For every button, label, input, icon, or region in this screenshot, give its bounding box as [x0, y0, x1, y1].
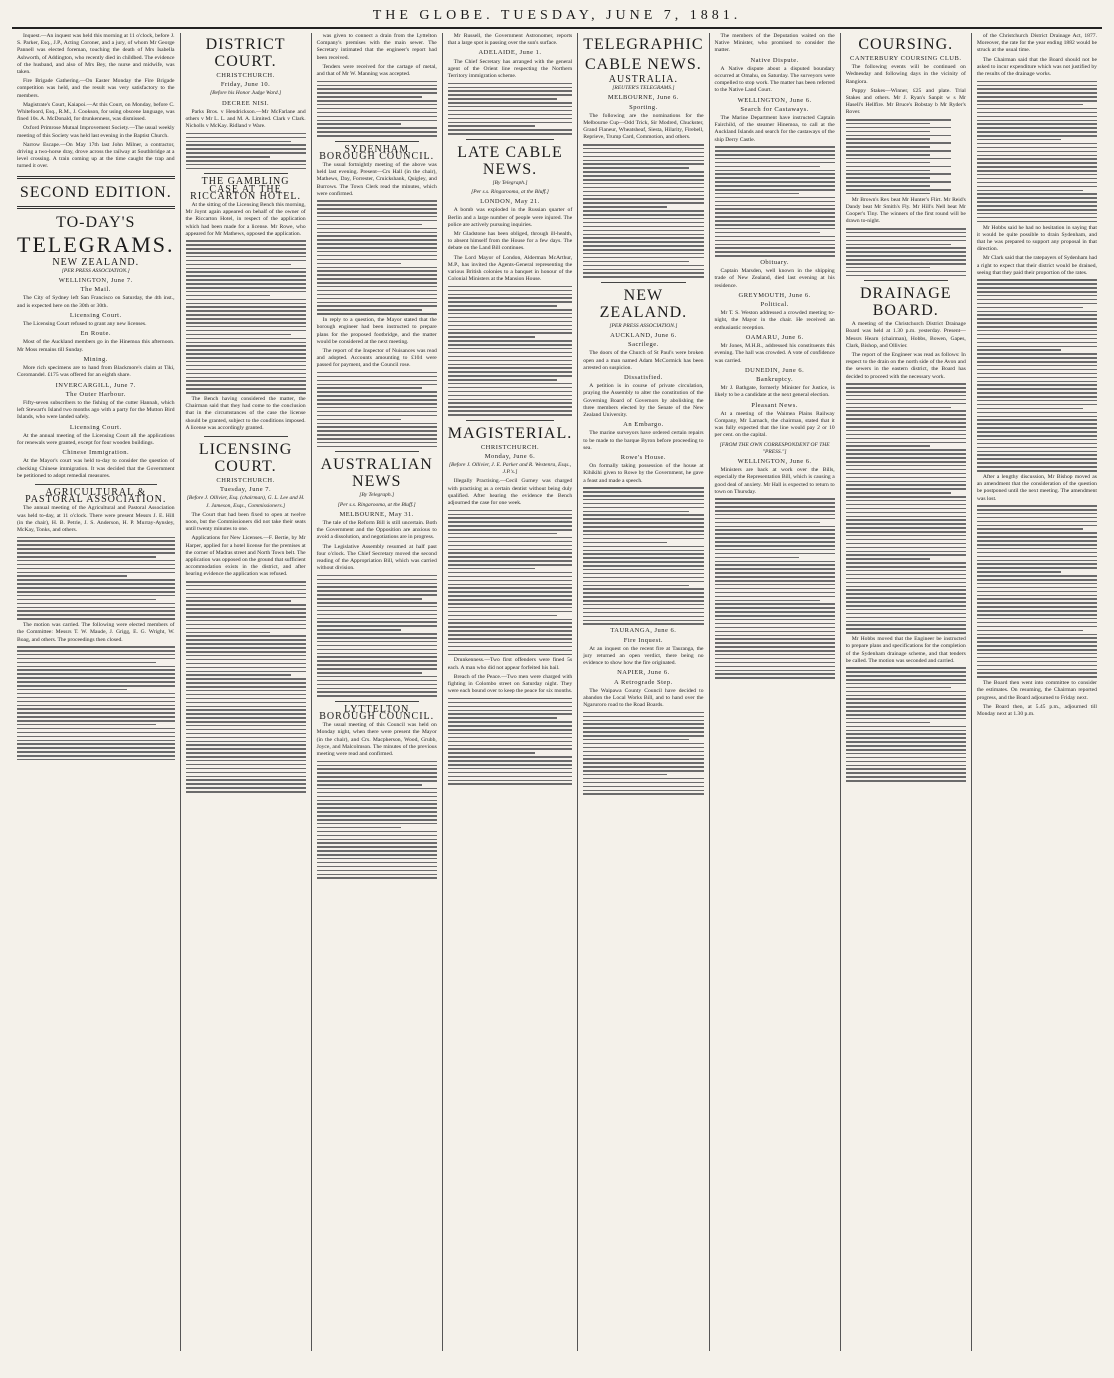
byline: [Before J. Ollivier, Esq. (chairman), G. L. Lee and H. J. Jameson, Esqs., Commissioners.] [186, 495, 305, 509]
article-text: The Lord Mayor of London, Alderman McArthur, M.P., has invited the Agents-General representing the various British colonies to a banquet in honour of the Colonial Ministers at the Mansion House. [447, 254, 573, 283]
article-text: Mr Clark said that the ratepayers of Sydenham had a right to expect that their district would be drained, seeing that they paid their proportion of the rates. [976, 255, 1097, 276]
text-lines [846, 228, 966, 276]
section-heading: AGRICULTURAL & PASTORAL ASSOCIATION. [25, 486, 167, 506]
column-7 [841, 33, 972, 1351]
dateline: Tuesday, June 7. [220, 486, 272, 494]
text-lines [317, 575, 437, 697]
subheading: CHRISTCHURCH. [216, 72, 275, 79]
subheading: Obituary. [760, 259, 790, 267]
article-text: The annual meeting of the Agricultural and Pastoral Association was held to-day, at 11 o'clock. There were present Messrs J. E. Hill (in the chair), H. B. Petrie, J. S. Anderson, H. P. Murray-Aynsley, McKay, Tonks, and others. [17, 505, 175, 533]
column-4 [443, 33, 578, 1351]
article-text: Breach of the Peace.—Two men were charged with fighting in Colombo street on Saturday night. They were each bound over to keep the peace for six months. [447, 673, 573, 695]
text-lines [715, 146, 835, 256]
divider [466, 420, 554, 421]
article-text: Mr J. Bathgate, formerly Minister for Justice, is likely to be a candidate at the next general election. [714, 385, 835, 399]
article-text: More rich specimens are to hand from Blackmore's claim at Tiki, Coromandel. £175 was offered for an eighth share. [17, 365, 175, 379]
subheading: A Retrograde Step. [614, 678, 673, 686]
dateline: WELLINGTON, June 6. [737, 96, 812, 104]
text-lines [977, 81, 1097, 223]
article-text: At the sitting of the Licensing Bench this morning, Mr Joynt again appeared on behalf of the owner of the Riccarton Hotel, in respect of the application which had been made for a license. Mr Rowe, who appeared for Mr Mathews, opposed the application. [185, 201, 306, 237]
divider [17, 206, 175, 209]
dateline: WELLINGTON, June 6. [737, 457, 812, 465]
text-lines [317, 761, 437, 879]
telegraphic-heading: TELEGRAPHIC [583, 36, 704, 53]
dateline: ADELAIDE, June 1. [478, 49, 542, 57]
article-text: The motion was carried. The following were elected members of the Committee: Messrs T. W. Maude, J. Grigg, E. G. Wright, W. Boag, and others. The proceedings then closed. [17, 622, 175, 643]
article-text: At the annual meeting of the Licensing Court all the applications for renewals were granted, except for four wooden buildings. [17, 432, 175, 446]
column-1 [12, 33, 181, 1351]
article-text: The report of the Engineer was read as follows: In respect to the drain on the north side of the Avon and the sewers in the eastern district, the Board has decided to proceed with the necessary work. [845, 352, 966, 380]
section-heading: DRAINAGE BOARD. [859, 285, 952, 320]
article-text: The report of the Inspector of Nuisances was read and adopted. Accounts amounting to £104 were passed for payment, and the Council rose. [316, 347, 437, 369]
article-text: The members of the Deputation waited on the Native Minister, who promised to consider the matter. [714, 33, 835, 54]
dateline: LONDON, May 21. [480, 198, 540, 206]
text-lines [846, 667, 966, 781]
dateline: OAMARU, June 6. [745, 333, 804, 341]
subheading: An Embargo. [623, 421, 664, 429]
article-text: Narrow Escape.—On May 17th last John Milner, a contractor, driving a two-horse dray, drove across the railway at Southbridge at a level crossing. A train coming up at the time caught the trap and turned it over. [17, 141, 175, 170]
dateline: TAURANGA, June 6. [610, 627, 677, 635]
article-text: Ministers are back at work over the Bills, especially the Representation Bill, which is causing a good deal of anxiety. Mr Hall is expected to return to town on Thursday. [714, 467, 835, 495]
article-text: The usual fortnightly meeting of the above was held last evening. Present—Crs Hall (in the chair), Mathews, Day, Forrester, Cruickshank, Quigley, and Burrows. The Town Clerk read the minutes, which were confirmed. [316, 161, 437, 197]
subheading: CHRISTCHURCH. [216, 476, 275, 484]
article-text: Magistrate's Court, Kaiapoi.—At this Court, on Monday, before C. Whitefoord, Esq., R.M., J. Cookson, for using obscene language, was fined 10s. A. McDonald, for drunkenness, was dismissed. [17, 101, 175, 123]
dateline: WELLINGTON, June 7. [58, 277, 133, 285]
column-5 [578, 33, 709, 1351]
article-text: The Waipawa County Council have decided to abandon the Local Works Bill, and to hand over the Ngaruroro road to the Road Boards. [583, 687, 704, 709]
divider [335, 701, 419, 702]
article-text: At an inquest on the recent fire at Tauranga, the jury returned an open verdict, there being no evidence to show how the fire originated. [583, 645, 704, 667]
dateline: Monday, June 6. [484, 452, 536, 460]
dateline: Friday, June 10. [220, 81, 271, 89]
byline: [Per s.s. Ringarooma, at the Bluff.] [471, 188, 549, 195]
article-text: Mr Gladstone has been obliged, through ill-health, to absent himself from the House for a few days. The debate on the Land Bill continues. [447, 230, 573, 252]
article-text: A bomb was exploded in the Russian quarter of Berlin and a large number of people were injured. The police are actively pursuing inquiries. [447, 207, 573, 228]
subheading: Dissatisfied. [623, 374, 663, 382]
article-text: Applications for New Licenses.—F. Bertie, by Mr Harper, applied for a hotel license for the premises at the corner of Madras street and North Town belt. The application was opposed on the ground that sufficient accommodation exists in the district, and after hearing evidence the application was refused. [185, 535, 306, 578]
section-heading: AUSTRALIAN NEWS [320, 456, 433, 491]
subheading: Bankruptcy. [756, 375, 794, 383]
article-text: Drunkenness.—Two first offenders were fined 5s each. A man who did not appear forfeited his bail. [447, 657, 573, 671]
text-lines [317, 372, 437, 447]
article-text: The Court that had been fixed to open at twelve noon, but the Commissioners did not take their seats until twenty minutes to one. [185, 511, 306, 533]
text-lines [448, 698, 572, 785]
dateline: AUCKLAND, June 6. [610, 332, 677, 339]
section-heading: LICENSING COURT. [198, 440, 293, 475]
subheading: Political. [760, 301, 789, 309]
article-text: Fifty-seven subscribers to the fishing of the cutter Hannah, which left Stewart's Island two months ago with a party for the Mutton Bird Islands, who were landed safely. [17, 399, 175, 421]
text-lines [448, 286, 572, 416]
article-text: The doors of the Church of St Paul's were broken open and a man named Adam McCormick has been arrested on suspicion. [583, 350, 704, 371]
article-text: Illegally Practising.—Cecil Gurney was charged with practising as a certain dentist without being duly qualified. After hearing the evidence the Bench adjourned the case for one week. [447, 478, 573, 507]
article-text: Mr Jones, M.H.R., addressed his constituents this evening. The hall was crowded. A vote of confidence was carried. [714, 343, 835, 364]
column-3 [312, 33, 443, 1351]
dateline: NAPIER, June 6. [617, 669, 670, 677]
subheading: Native Dispute. [750, 56, 799, 64]
article-text: A Native dispute about a disputed boundary occurred at Omahu, on Saturday. The surveyors were compelled to stop work. The matter has been referred to the Native Land Court. [714, 65, 835, 94]
article-text: The usual meeting of this Council was held on Monday night, when there were present the Mayor (in the chair), and Crs. Macpherson, Wood, Grubb, Joyce, and Malcolmson. The minutes of the previous meeting were read and confirmed. [316, 722, 437, 758]
text-lines [448, 83, 572, 135]
text-lines [317, 81, 437, 137]
second-edition-heading: SECOND EDITION. [19, 183, 172, 201]
article-text: The tale of the Reform Bill is still uncertain. Both the Government and the Opposition are anxious to avoid a dissolution, and negotiations are in progress. [316, 519, 437, 541]
subheading: Sporting. [629, 103, 658, 111]
text-lines [186, 581, 306, 793]
article-text: Puppy Stakes—Winner, £25 and plate. Trial Stakes and others. Mr J. Ryan's Sanpit w s Mr Hasell's Hellfire. Mr Bruce's Bobstay b Mr Ryder's Rover. [845, 87, 966, 116]
byline: [PER PRESS ASSOCIATION.] [609, 322, 678, 329]
divider [17, 176, 175, 179]
byline: [Per s.s. Ringarooma, at the Bluff.] [337, 501, 416, 508]
text-lines [583, 144, 703, 278]
dateline: MELBOURNE, June 6. [607, 94, 679, 102]
divider [204, 436, 288, 437]
subheading: Chinese Immigration. [62, 449, 130, 457]
article-text: Tenders were received for the cartage of metal, and that of Mr W. Manning was accepted. [316, 63, 437, 78]
subheading: DECREE NISI. [221, 99, 270, 107]
newspaper-page [12, 8, 1102, 1358]
subheading: Search for Castaways. [740, 105, 809, 113]
article-text: The Board then went into committee to consider the estimates. On resuming, the Chairman reported progress, and the Board adjourned to Friday next. [976, 680, 1097, 701]
section-heading: MAGISTERIAL. [447, 424, 573, 442]
subheading: CHRISTCHURCH. [480, 443, 540, 451]
article-text: The Board then, at 5.45 p.m., adjourned till Monday next at 1.30 p.m. [976, 703, 1097, 717]
divider [601, 282, 685, 283]
text-lines [583, 487, 703, 625]
dateline: DUNEDIN, June 6. [744, 366, 805, 374]
dateline: MELBOURNE, May 31. [339, 510, 414, 518]
article-text: Captain Marsden, well known in the shipping trade of New Zealand, died last evening at his residence. [714, 268, 835, 289]
article-text: Mr Hobbs moved that the Engineer be instructed to prepare plans and specifications for the completion of the Sydenham drainage scheme, and that tenders be called. The motion was seconded and carried. [845, 636, 966, 664]
divider [335, 141, 419, 142]
column-8 [972, 33, 1102, 1351]
subheading: En Route. [80, 330, 111, 338]
byline: [REUTER'S TELEGRAMS.] [612, 85, 675, 92]
todays-heading: TO-DAY'S [56, 213, 136, 231]
article-text: The following are the nominations for the Melbourne Cup—Odd Trick, Sir Modred, Chuckster, Grand Flaneur, Wheatsheaf, Siesta, Hilarity, Firebell, Reprieve, Trump Card, Commotion, and others. [583, 112, 704, 141]
byline: [PER PRESS ASSOCIATION.] [61, 267, 130, 274]
subheading: The Mail. [80, 286, 111, 294]
article-text: Parks Bros. v Hendrickson.—Mr McFarlane and others v Mr L. L. and M. A. Limited. Clark v Clark. Nicholls v McKay. Ridland v Ware. [185, 108, 306, 130]
article-text: Mr Brown's Rex beat Mr Hunter's Flirt. Mr Reid's Dandy beat Mr Smith's Fly. Mr Hill's Nell beat Mr Cooper's Tiny. The winners of the first round will be drawn to-night. [845, 196, 966, 225]
subheading: Licensing Court. [69, 311, 122, 319]
subheading: Pleasant News. [751, 401, 798, 409]
article-text: After a lengthy discussion, Mr Bishop moved as an amendment that the consideration of the question be postponed until the next meeting. The amendment was lost. [976, 473, 1097, 502]
article-text: A meeting of the Christchurch District Drainage Board was held at 1.30 p.m. yesterday. Present—Messrs Hearn (chairman), Hobbs, Bowen, Gapes, Clark, Bishop, and Ollivier. [845, 321, 966, 349]
masthead-title: THE GLOBE. TUESDAY, JUNE 7, 1881. [372, 8, 742, 23]
article-text: The Bench having considered the matter, the Chairman said that they had come to the conclusion that in the circumstances of the case the license should be granted, subject to the conditions imposed. A license was accordingly granted. [185, 395, 306, 431]
byline: [Before his Honor Judge Ward.] [210, 90, 282, 97]
article-text: The following events will be continued on Wednesday and following days in the vicinity of Rangiora. [845, 64, 966, 85]
text-lines [846, 383, 966, 634]
byline: [FROM THE OWN CORRESPONDENT OF THE "PRESS."] [719, 441, 830, 455]
dateline: GREYMOUTH, June 6. [738, 291, 811, 299]
cable-news-heading: CABLE NEWS. [584, 56, 702, 73]
article-text: of the Christchurch District Drainage Act, 1877. Moreover, the rate for the year ending 1882 would be struck at the usual time. [976, 33, 1097, 54]
text-lines [186, 133, 306, 170]
article-text: Mr Russell, the Government Astronomer, reports that a large spot is passing over the sun's surface. [447, 33, 573, 47]
section-heading: AUSTRALIA. [608, 74, 678, 85]
article-text: The marine surveyors have ordered certain repairs to be made to the barque Byron before proceeding to sea. [583, 430, 704, 451]
article-text: The Licensing Court refused to grant any new licenses. [23, 321, 147, 328]
subheading: CANTERBURY COURSING CLUB. [850, 55, 962, 62]
section-heading: LYTTELTON BOROUGH COUNCIL. [319, 703, 435, 723]
divider [864, 280, 948, 281]
article-text: Mr Hobbs said he had no hesitation in saying that it would be quite possible to drain Sydenham, and that he was prepared to support any proposal in that direction. [976, 224, 1097, 253]
section-heading: LATE CABLE NEWS. [457, 143, 563, 178]
section-heading: NEW ZEALAND. [599, 286, 688, 321]
text-lines [846, 119, 966, 194]
subheading: Fire Inquest. [623, 636, 664, 644]
section-heading: COURSING. [858, 36, 954, 53]
subheading: Sacrilege. [627, 341, 659, 349]
masthead [12, 8, 1102, 29]
dateline: INVERCARGILL, June 7. [55, 381, 136, 389]
article-text: Oxford Primrose Mutual Improvement Society.—The usual weekly meeting of this Society was held last evening in the Baptist Church. [17, 125, 175, 139]
divider [204, 173, 288, 174]
subheading: Mining. [83, 355, 108, 363]
article-text: At the Mayor's court was held to-day to consider the question of checking Chinese immigration. It was decided that the Government be petitioned to adopt remedial measures. [17, 458, 175, 479]
byline: [Before J. Ollivier, J. E. Parker and R. Westenra, Esqs., J.P.'s.] [448, 462, 572, 476]
subheading: Licensing Court. [69, 423, 122, 431]
article-text: Fire Brigade Gathering.—On Easter Monday the Fire Brigade competition was held, and the result was very satisfactory to the members. [17, 78, 175, 99]
text-lines [583, 712, 703, 795]
section-heading: SYDENHAM BOROUGH COUNCIL. [319, 143, 435, 162]
byline: [By Telegraph.] [359, 492, 395, 499]
column-2 [181, 33, 312, 1351]
text-lines [317, 200, 437, 314]
text-lines [977, 279, 1097, 471]
text-lines [977, 505, 1097, 678]
article-text: The Marine Department have instructed Captain Fairchild, of the steamer Hinemoa, to call at the Auckland Islands and search for the castaways of the ship Derry Castle. [714, 115, 835, 143]
article-text: At a meeting of the Waimea Plains Railway Company, Mr Larnach, the chairman, stated that it was fully expected that the line would pay 2 or 10 per cent. on the capital. [714, 410, 835, 439]
text-lines [448, 510, 572, 655]
section-heading: NEW ZEALAND. [52, 256, 140, 268]
section-heading: THE GAMBLING CASE AT THE RICCARTON HOTEL. [190, 176, 301, 202]
telegrams-heading: TELEGRAMS. [17, 231, 175, 257]
section-heading: DISTRICT COURT. [205, 36, 286, 70]
text-lines [17, 537, 175, 620]
article-text: The City of Sydney left San Francisco on Saturday, the 4th inst., and is expected here on the 30th or 30th. [17, 295, 175, 309]
article-text: Most of the Auckland members go in the Hinemoa this afternoon. Mr Moss remains till Sunday. [17, 339, 175, 353]
column-6 [710, 33, 841, 1351]
column-row [12, 33, 1102, 1351]
article-text: The Chairman said that the Board should not be asked to incur expenditure which was not justified by the results of the drainage works. [976, 56, 1097, 78]
article-text: A petition is in course of private circulation, praying the Assembly to alter the constitution of the Governing Board of Governors by abolishing the three members elected by the Senate of the New Zealand University. [583, 383, 704, 419]
text-lines [17, 646, 175, 760]
text-lines [715, 498, 835, 678]
article-text: was given to connect a drain from the Lyttelton Company's premises with the main sewer. The Secretary intimated that the engineer's report had been received. [316, 33, 437, 61]
byline: [By Telegraph.] [492, 179, 528, 186]
article-text: On formally taking possession of the house at Kihikihi given to Rowe by the Government, he gave a feast and made a speech. [583, 463, 704, 484]
text-lines [186, 240, 306, 393]
article-text: The Chief Secretary has arranged with the general agent of the Orient line respecting the Northern Territory immigration scheme. [447, 58, 573, 80]
subheading: Rowe's House. [620, 454, 666, 462]
divider [335, 451, 419, 452]
article-text: In reply to a question, the Mayor stated that the borough engineer had been instructed to prepare plans for the proposed footbridge, and the matter would be considered at the next meeting. [316, 317, 437, 345]
article-text: Mr T. S. Weston addressed a crowded meeting to-night, the Mayor in the chair. He received an enthusiastic reception. [714, 310, 835, 331]
divider [35, 484, 157, 485]
article-text: Inquest.—An inquest was held this morning at 11 o'clock, before J. S. Parker, Esq., J.P., Acting Coroner, and a jury, of whom Mr George Pannell was elected foreman, touching the death of Mrs Isabella Ashworth, of Addington, who recently died in childbed. The evidence of the husband, and also of Mrs Bey, the nurse and midwife, was taken. [17, 33, 175, 76]
article-text: The Legislative Assembly resumed at half past four o'clock. The Chief Secretary moved the second reading of the Appropriation Bill, which was carried without division. [316, 543, 437, 572]
subheading: The Outer Harbour. [65, 390, 126, 398]
divider [466, 139, 554, 140]
